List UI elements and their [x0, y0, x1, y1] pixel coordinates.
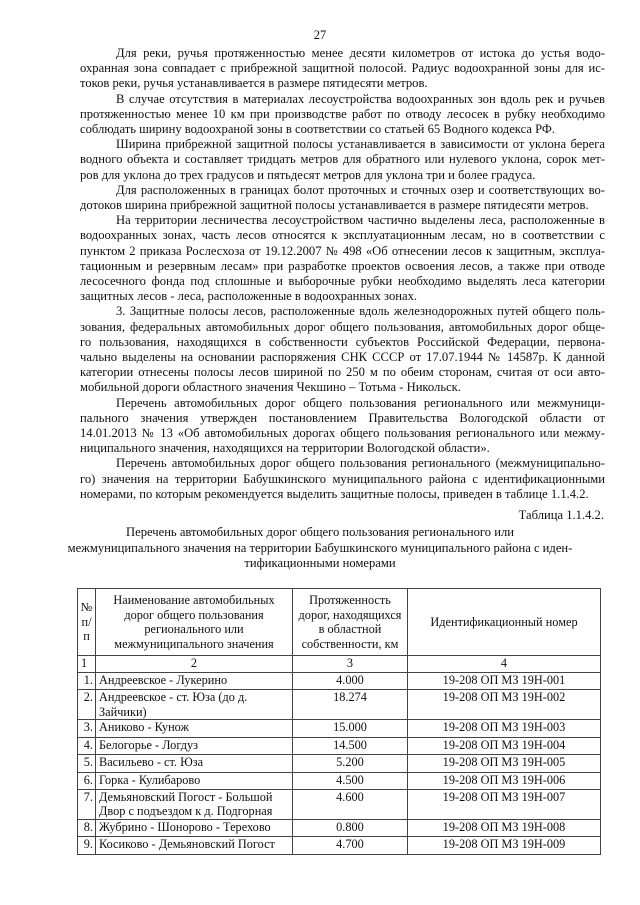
paragraph: [80, 456, 605, 502]
text-line: номерами, по которым рекомендуется выделить защитные полосы, приведен в таблице 1.1.4.2.: [80, 486, 589, 501]
road-id: 19-208 ОП МЗ 19Н-007: [408, 789, 601, 819]
road-name: Демьяновский Погост - Большой Двор с подъездом к д. Подгорная: [96, 789, 293, 819]
text-line: мобильной дороги областного значения Чекшино – Тотьма - Никольск.: [80, 380, 461, 395]
road-length: 4.700: [293, 837, 408, 854]
road-id: 19-208 ОП МЗ 19Н-005: [408, 755, 601, 772]
road-id: 19-208 ОП МЗ 19Н-003: [408, 720, 601, 737]
text-line: ниципального значения, находящихся на территории Вологодской области».: [80, 441, 490, 456]
row-number: 3.: [78, 720, 96, 737]
row-number: 5.: [78, 755, 96, 772]
text-line: Ширина прибрежной защитной полосы устанавливается в зависимости от уклона берега: [116, 137, 605, 152]
text-line: го пользования, находящихся в собственности субъектов Российской Федерации, первона-: [80, 334, 605, 349]
text-line: протяженностью менее 10 км при производстве работ по отводу лесосек в рубку необходимо: [80, 106, 605, 121]
text-line: категории отнесены полосы лесов шириной по 250 м по обеим сторонам, считая от оси авто-: [80, 365, 605, 380]
document-body: [80, 46, 605, 502]
table-row: [78, 837, 601, 854]
table-title-line: тификационными номерами: [244, 556, 396, 570]
text-line: охранная зона совпадает с прибрежной защитной полосой. Радиус водоохранной зоны для ис-: [80, 61, 605, 76]
paragraph: [80, 46, 605, 92]
text-line: токов реки, ручья устанавливается в размере пятидесяти метров.: [80, 76, 428, 91]
paragraph: [80, 396, 605, 457]
column-number: 3: [293, 656, 408, 673]
road-id: 19-208 ОП МЗ 19Н-001: [408, 673, 601, 690]
row-number: 7.: [78, 789, 96, 819]
column-number: 4: [408, 656, 601, 673]
paragraph: [80, 304, 605, 395]
row-number: 8.: [78, 819, 96, 836]
road-id: 19-208 ОП МЗ 19Н-004: [408, 737, 601, 754]
table-row: [78, 819, 601, 836]
text-line: водоохранных зонах, часть лесов относятся к эксплуатационным лесам, но в соответствии с: [80, 228, 605, 243]
table-row: [78, 673, 601, 690]
paragraph: [80, 183, 605, 213]
road-name: Андреевское - Лукерино: [96, 673, 293, 690]
row-number: 1.: [78, 673, 96, 690]
road-length: 0.800: [293, 819, 408, 836]
text-line: В случае отсутствия в материалах лесоустройства водоохранных зон вдоль рек и ручьев: [116, 91, 605, 106]
paragraph: [80, 137, 605, 183]
text-line: Перечень автомобильных дорог общего пользования регионального или межмуници-: [116, 395, 605, 410]
text-line: Для реки, ручья протяженностью менее десяти километров от истока до устья водо-: [116, 46, 605, 60]
road-length: 15.000: [293, 720, 408, 737]
header-id: Идентификационный номер: [408, 589, 601, 656]
column-number-row: [78, 656, 601, 673]
column-number: 2: [96, 656, 293, 673]
road-id: 19-208 ОП МЗ 19Н-008: [408, 819, 601, 836]
text-line: ров для уклона до трех градусов и пятьдесят метров для уклона три и более градуса.: [80, 167, 536, 182]
road-name: Жубрино - Шонорово - Терехово: [96, 819, 293, 836]
row-number: 2.: [78, 690, 96, 720]
text-line: Перечень автомобильных дорог общего пользования регионального (межмуниципально-: [116, 456, 605, 471]
table-title: [10, 525, 630, 572]
road-id: 19-208 ОП МЗ 19Н-002: [408, 690, 601, 720]
header-length: Протяженность дорог, находящихся в областной собственности, км: [293, 589, 408, 656]
road-name: Белогорье - Логдуз: [96, 737, 293, 754]
road-length: 14.500: [293, 737, 408, 754]
road-name: Горка - Кулибарово: [96, 772, 293, 789]
header-name: Наименование автомобильных дорог общего пользования регионального или межмуниципального значения: [96, 589, 293, 656]
table-row: [78, 720, 601, 737]
road-name: Аниково - Кунож: [96, 720, 293, 737]
table-header-row: [78, 589, 601, 656]
road-name: Андреевское - ст. Юза (до д. Зайчики): [96, 690, 293, 720]
road-name: Васильево - ст. Юза: [96, 755, 293, 772]
text-line: пального значения утвержден постановлением Правительства Вологодской области от: [80, 410, 605, 425]
text-line: чально выделены на основании распоряжения СНК СССР от 17.07.1944 № 14587р. К данной: [80, 350, 605, 365]
table-row: [78, 789, 601, 819]
road-length: 18.274: [293, 690, 408, 720]
text-line: защитных лесов - леса, расположенные в водоохранных зонах.: [80, 289, 418, 304]
road-length: 5.200: [293, 755, 408, 772]
text-line: зования, федеральных автомобильных дорог общего пользования, автомобильных дорог обще-: [80, 319, 605, 334]
text-line: 3. Защитные полосы лесов, расположенные вдоль железнодорожных путей общего поль-: [116, 304, 605, 319]
road-id: 19-208 ОП МЗ 19Н-009: [408, 837, 601, 854]
text-line: Для расположенных в границах болот проточных и сточных озер и соответствующих во-: [116, 182, 605, 197]
road-id: 19-208 ОП МЗ 19Н-006: [408, 772, 601, 789]
page-number: 27: [313, 28, 327, 42]
text-line: лесосечного фонда под сплошные и выборочные рубки необходимо выделять леса категории: [80, 274, 605, 289]
header-number: № п/п: [78, 589, 96, 656]
table-caption: Таблица 1.1.4.2.: [518, 508, 604, 522]
text-line: тационным и резервным лесам» при разработке проектов освоения лесов, а также при отводе: [80, 258, 605, 273]
row-number: 6.: [78, 772, 96, 789]
row-number: 9.: [78, 837, 96, 854]
road-name: Косиково - Демьяновский Погост: [96, 837, 293, 854]
paragraph: [80, 92, 605, 138]
text-line: соблюдать ширину водоохраной зоны в соответствии со статьей 65 Водного кодекса РФ.: [80, 122, 555, 137]
column-number: 1: [78, 656, 96, 673]
table-row: [78, 755, 601, 772]
table-row: [78, 690, 601, 720]
text-line: дотоков ширина прибрежной защитной полосы устанавливается в размере пятидесяти метров.: [80, 198, 589, 213]
roads-table: [77, 588, 601, 855]
text-line: пунктом 2 приказа Рослесхоза от 19.12.2007 № 498 «Об отнесении лесов к защитным, эксплуа-: [80, 243, 605, 258]
road-length: 4.000: [293, 673, 408, 690]
road-length: 4.600: [293, 789, 408, 819]
text-line: водного объекта и составляет тридцать метров для обратного или нулевого уклона, сорок мет-: [80, 152, 605, 167]
table-title-line: Перечень автомобильных дорог общего пользования регионального или: [126, 525, 514, 539]
row-number: 4.: [78, 737, 96, 754]
table-row: [78, 772, 601, 789]
text-line: го) значения на территории Бабушкинского муниципального района с идентификационными: [80, 471, 605, 486]
table-title-line: межмуниципального значения на территории Бабушкинского муниципального района с иден-: [67, 540, 573, 555]
text-line: 14.01.2013 № 13 «Об автомобильных дорогах общего пользования регионального или межму-: [80, 426, 605, 441]
table-row: [78, 737, 601, 754]
text-line: На территории лесничества лесоустройством частично выделены леса, расположенные в: [116, 213, 605, 228]
road-length: 4.500: [293, 772, 408, 789]
paragraph: [80, 213, 605, 304]
